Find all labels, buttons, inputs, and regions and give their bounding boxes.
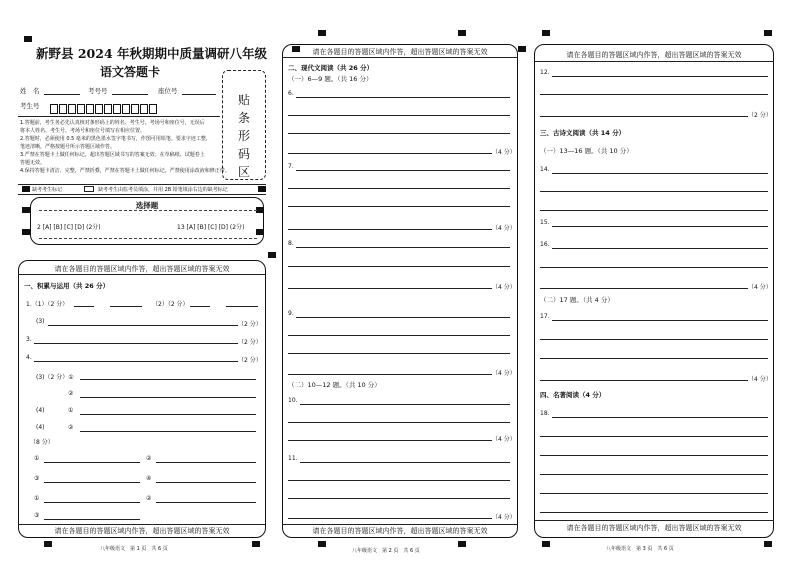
question-label: ① — [68, 407, 74, 414]
top-banner: 请在各题目的答题区域内作答，超出答题区域的答案无效 — [566, 51, 742, 59]
answer-line[interactable] — [288, 335, 510, 336]
page-footer: 八年级语文 第 3 页 共 6 页 — [606, 546, 674, 552]
question-label: ② — [68, 390, 74, 397]
notes-line: 将本人姓名、考生号、考场号和座位号填写在相应位置。 — [20, 128, 146, 134]
choice-dashed-top — [39, 210, 257, 211]
subsection-title: （二）10—12 题。（共 10 分） — [288, 381, 381, 389]
name-label: 姓 名 — [20, 87, 40, 95]
question-label: 12. — [540, 69, 550, 76]
banner-divider — [534, 520, 774, 521]
question-label: ③ — [34, 475, 40, 482]
banner-divider — [18, 524, 266, 525]
timing-mark — [22, 207, 30, 213]
points-label: （4 分） — [492, 284, 516, 291]
points-label: （4 分） — [492, 149, 516, 156]
answer-line[interactable] — [540, 512, 768, 513]
answer-line[interactable] — [44, 482, 140, 483]
question-label: ① — [34, 455, 40, 462]
question-label: 16. — [540, 241, 550, 248]
notes-divider — [18, 184, 266, 185]
points-label: （2 分） — [238, 339, 262, 346]
absent-mark-box[interactable] — [84, 186, 94, 192]
timing-mark — [258, 186, 266, 192]
answer-line[interactable] — [552, 226, 768, 227]
answer-line[interactable] — [540, 358, 768, 359]
answer-line[interactable] — [552, 248, 768, 249]
choice-panel — [30, 197, 264, 245]
answer-line[interactable] — [552, 417, 768, 418]
subsection-title: （一）6—9 题。（共 16 分） — [288, 75, 373, 83]
answer-line[interactable] — [540, 455, 768, 456]
timing-mark — [24, 36, 32, 42]
timing-mark — [268, 252, 276, 258]
timing-mark — [542, 541, 550, 547]
answer-line[interactable] — [288, 229, 492, 230]
question-label: 18. — [540, 410, 550, 417]
answer-line[interactable] — [540, 288, 748, 289]
answer-panel-3 — [534, 44, 774, 538]
answer-line[interactable] — [288, 518, 492, 519]
notes-line: 4.保持答题卡清洁、完整，严禁折叠，严禁在答题卡上做任何标记，严禁使用涂改液和修正带。 — [20, 168, 230, 174]
answer-line[interactable] — [288, 133, 510, 134]
points-label: （4 分） — [492, 514, 516, 521]
answer-line[interactable] — [34, 343, 238, 344]
exam-no-label: 考号号 — [88, 87, 108, 95]
seat-field[interactable] — [182, 94, 216, 95]
answer-line[interactable] — [288, 188, 510, 189]
candidate-no-boxes[interactable] — [50, 98, 158, 117]
timing-mark — [318, 30, 326, 36]
section-title: 三、古诗文阅读（共 14 分） — [540, 129, 626, 137]
question-label: (4) — [36, 424, 45, 431]
points-label: （2 分） — [238, 321, 262, 328]
timing-mark — [44, 541, 52, 547]
answer-line[interactable] — [80, 431, 256, 432]
page-footer: 八年级语文 第 2 页 共 6 页 — [352, 548, 420, 554]
question-label: (3)（2 分）① — [36, 374, 74, 381]
answer-line[interactable] — [288, 266, 510, 267]
choice-row-left[interactable]: 2 [A] [B] [C] [D] (2分) — [37, 224, 101, 231]
answer-line[interactable] — [552, 320, 768, 321]
question-label: ② — [146, 495, 152, 502]
timing-mark — [22, 229, 30, 235]
question-label: (3) — [36, 318, 45, 325]
answer-line[interactable] — [44, 462, 140, 463]
timing-mark — [318, 541, 326, 547]
barcode-char: 条 — [237, 111, 250, 125]
question-label: 11. — [288, 455, 298, 462]
absent-label: 缺考考生标记 — [32, 187, 63, 193]
answer-line[interactable] — [156, 462, 256, 463]
question-label: ③ — [34, 512, 40, 519]
notes-box — [18, 116, 230, 182]
question-label: ② — [146, 455, 152, 462]
answer-line[interactable] — [288, 422, 510, 423]
timing-mark — [764, 541, 772, 547]
timing-mark — [518, 46, 526, 52]
answer-line[interactable] — [44, 502, 140, 503]
top-banner: 请在各题目的答题区域内作答，超出答题区域的答案无效 — [54, 265, 230, 273]
answer-line[interactable] — [540, 267, 768, 268]
answer-line[interactable] — [552, 76, 768, 77]
top-banner: 请在各题目的答题区域内作答，超出答题区域的答案无效 — [312, 48, 488, 56]
answer-line[interactable] — [288, 480, 510, 481]
question-label: ④ — [146, 475, 152, 482]
banner-divider — [18, 274, 266, 275]
points-label: （2 分） — [748, 112, 772, 119]
answer-line[interactable] — [74, 306, 94, 307]
timing-mark — [458, 541, 466, 547]
section-title: 二、现代文阅读（共 26 分） — [288, 64, 374, 72]
banner-divider — [534, 61, 774, 62]
choice-dashed-bottom — [39, 238, 257, 239]
answer-line[interactable] — [110, 306, 142, 307]
notes-line: 笔迹清晰，严格按题号所示答题区域作答。 — [20, 144, 116, 150]
barcode-char: 区 — [237, 165, 250, 179]
answer-line[interactable] — [288, 206, 510, 207]
absent-text: 缺考考生由监考员填涂，并用 2B 铅笔填涂右边的缺考标记 — [98, 187, 228, 193]
question-label: 7. — [288, 163, 294, 170]
points-label: （4 分） — [492, 436, 516, 443]
timing-mark — [542, 30, 550, 36]
answer-line[interactable] — [288, 115, 510, 116]
barcode-area — [222, 70, 266, 180]
answer-line[interactable] — [540, 493, 768, 494]
points-label: （4 分） — [748, 284, 772, 291]
choice-row-right[interactable]: 13 [A] [B] [C] [D] (2分) — [177, 224, 245, 231]
notes-line: 答题无效。 — [20, 160, 46, 166]
page-footer: 八年级语文 第 1 页 共 6 页 — [100, 546, 168, 552]
bottom-banner: 请在各题目的答题区域内作答，超出答题区域的答案无效 — [566, 524, 742, 532]
exam-title: 新野县 2024 年秋期期中质量调研八年级 — [36, 46, 267, 61]
answer-line[interactable] — [540, 436, 768, 437]
timing-mark — [22, 186, 30, 192]
exam-no-field[interactable] — [112, 94, 148, 95]
question-label: 4. — [26, 354, 32, 361]
answer-line[interactable] — [540, 191, 768, 192]
question-label: 15. — [540, 219, 550, 226]
answer-line[interactable] — [552, 173, 768, 174]
subsection-title: （一）13—16 题。（共 10 分） — [540, 147, 633, 155]
notes-divider-2 — [18, 194, 266, 195]
points-label: （2 分） — [238, 357, 262, 364]
answer-line[interactable] — [156, 502, 256, 503]
notes-line: 3.严禁在答题卡上做任何标记，超出答题区域书写的答案无效；在草稿纸、试题卷上 — [20, 152, 205, 158]
candidate-no-label: 考生号 — [20, 102, 40, 110]
points-label: （4 分） — [748, 376, 772, 383]
answer-line[interactable] — [540, 474, 768, 475]
barcode-char: 码 — [237, 147, 250, 161]
answer-line[interactable] — [190, 306, 210, 307]
answer-line[interactable] — [540, 380, 748, 381]
answer-line[interactable] — [296, 97, 510, 98]
timing-mark — [458, 30, 466, 36]
name-field[interactable] — [44, 94, 80, 95]
banner-divider — [282, 524, 518, 525]
barcode-char: 贴 — [237, 93, 250, 107]
section-title: 四、名著阅读（4 分） — [540, 391, 606, 399]
points-label: （4 分） — [492, 370, 516, 377]
answer-line[interactable] — [44, 519, 140, 520]
question-label: ② — [68, 424, 74, 431]
answer-line[interactable] — [288, 498, 510, 499]
subsection-title: （二）17 题。（共 4 分） — [540, 296, 614, 304]
notes-line: 2.答题时，必须使用 0.5 毫米的黑色墨水签字笔书写，作图可用铅笔。要求字迹工整， — [20, 136, 211, 142]
notes-line: 1.答题前，考生务必先认真核对条形码上的姓名、考生号、考场号和座位号，无误后 — [20, 120, 205, 126]
timing-mark — [764, 30, 772, 36]
question-label: 1.（1）（2 分） — [26, 301, 69, 308]
question-label: 14. — [540, 166, 550, 173]
answer-line[interactable] — [296, 247, 510, 248]
question-label: 6. — [288, 90, 294, 97]
answer-line[interactable] — [80, 379, 256, 380]
exam-subtitle: 语文答题卡 — [100, 65, 161, 79]
question-label: 3. — [26, 336, 32, 343]
timing-mark — [252, 541, 260, 547]
answer-line[interactable] — [288, 353, 510, 354]
answer-panel-2 — [282, 44, 518, 538]
question-label: （2）（2 分） — [152, 301, 189, 308]
bottom-banner: 请在各题目的答题区域内作答，超出答题区域的答案无效 — [54, 527, 230, 535]
answer-line[interactable] — [80, 414, 256, 415]
question-label: ① — [34, 495, 40, 502]
answer-line[interactable] — [288, 374, 492, 375]
barcode-char: 形 — [237, 129, 250, 143]
answer-line[interactable] — [540, 339, 768, 340]
answer-line[interactable] — [300, 462, 510, 463]
answer-line[interactable] — [296, 170, 510, 171]
question-label: 17. — [540, 313, 550, 320]
points-label: （4 分） — [492, 225, 516, 232]
question-label: 10. — [288, 397, 298, 404]
answer-line[interactable] — [226, 306, 258, 307]
answer-line[interactable] — [288, 153, 492, 154]
answer-line[interactable] — [540, 210, 768, 211]
section-title: 一、积累与运用（共 26 分） — [24, 282, 110, 290]
question-label: (4) — [36, 407, 45, 414]
answer-line[interactable] — [300, 404, 510, 405]
answer-line[interactable] — [156, 482, 256, 483]
choice-title: 选择题 — [135, 201, 159, 210]
answer-line[interactable] — [34, 361, 238, 362]
answer-line[interactable] — [288, 288, 492, 289]
question-label: 8. — [288, 240, 294, 247]
question-label: 9. — [288, 310, 294, 317]
answer-line[interactable] — [48, 325, 238, 326]
answer-line[interactable] — [296, 317, 510, 318]
bottom-banner: 请在各题目的答题区域内作答，超出答题区域的答案无效 — [312, 527, 488, 535]
answer-line[interactable] — [540, 94, 768, 95]
banner-divider — [282, 57, 518, 58]
answer-line[interactable] — [288, 440, 492, 441]
question-label: （8 分） — [30, 439, 54, 446]
seat-label: 座位号 — [158, 87, 178, 95]
answer-line[interactable] — [80, 397, 256, 398]
answer-line[interactable] — [540, 116, 748, 117]
